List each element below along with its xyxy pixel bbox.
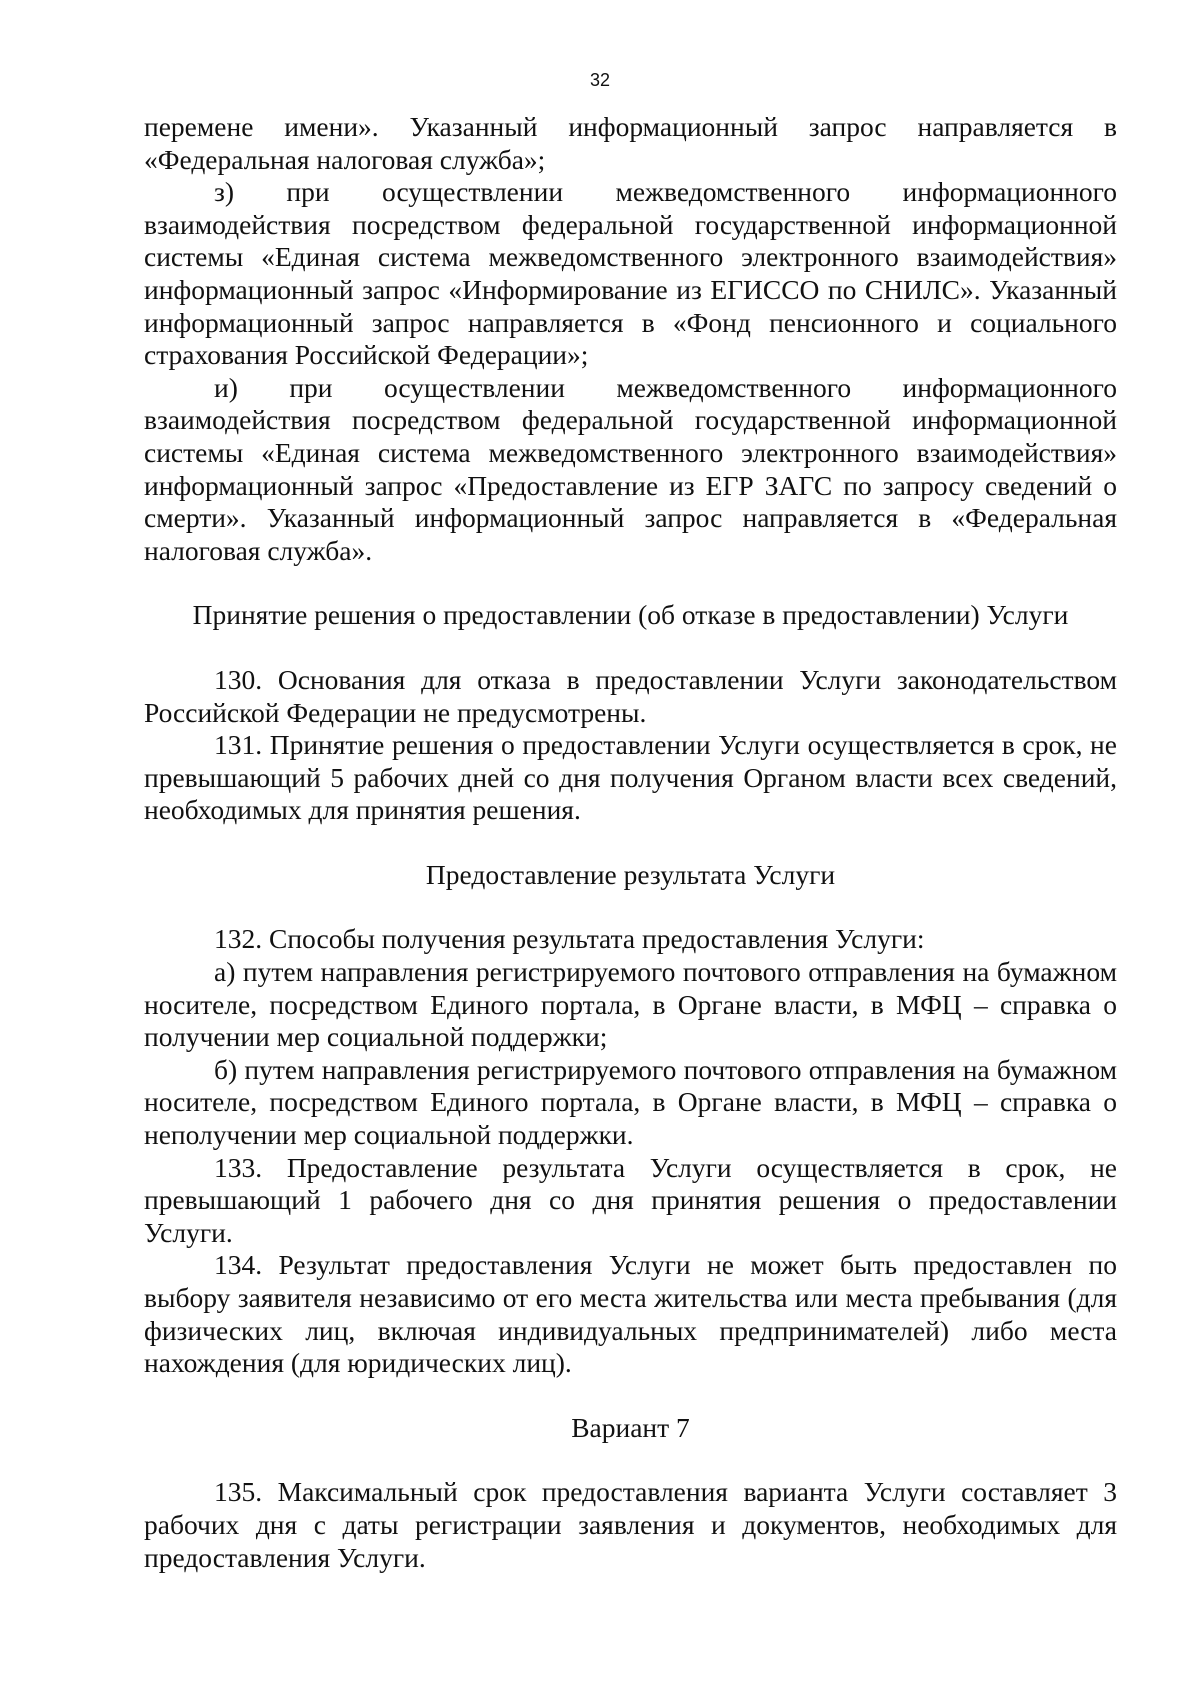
list-item-i: и) при осуществлении межведомственного информационного взаимодействия посредством федеральной государственной информационной системы «Единая система межведомственного электронного взаимодействия» информационный запрос «Предоставление из ЕГР ЗАГС по запросу сведений о смерти». Указанный информационный запрос направляется в «Федеральная налоговая служба». [144, 371, 1117, 566]
list-item-132b: б) путем направления регистрируемого почтового отправления на бумажном носителе, посредством Единого портала, в Органе власти, в МФЦ – справка о неполучении мер социальной поддержки. [144, 1053, 1117, 1151]
paragraph-130: 130. Основания для отказа в предоставлении Услуги законодательством Российской Федерации не предусмотрены. [144, 663, 1117, 728]
paragraph-131: 131. Принятие решения о предоставлении Услуги осуществляется в срок, не превышающий 5 рабочих дней со дня получения Органом власти всех сведений, необходимых для принятия решения. [144, 729, 1117, 826]
list-item-132a: а) путем направления регистрируемого почтового отправления на бумажном носителе, посредством Единого портала, в Органе власти, в МФЦ – справка о получении мер социальной поддержки; [144, 956, 1117, 1053]
section-heading-result: Предоставление результата Услуги [425, 858, 836, 890]
paragraph-132: 132. Способы получения результата предоставления Услуги: [214, 923, 925, 955]
paragraph-continuation: перемене имени». Указанный информационный запрос направляется в «Федеральная налоговая служба»; [144, 111, 1117, 175]
paragraph-135: 135. Максимальный срок предоставления варианта Услуги составляет 3 рабочих дня с даты регистрации заявления и документов, необходимых для предоставления Услуги. [144, 1476, 1117, 1573]
document-body [144, 111, 1117, 1574]
section-heading-decision: Принятие решения о предоставлении (об отказе в предоставлении) Услуги [192, 599, 1069, 631]
paragraph-133: 133. Предоставление результата Услуги осуществляется в срок, не превышающий 1 рабочего дня со дня принятия решения о предоставлении Услуги. [144, 1151, 1117, 1248]
page-number: 32 [589, 70, 611, 90]
paragraph-134: 134. Результат предоставления Услуги не может быть предоставлен по выбору заявителя независимо от его места жительства или места пребывания (для физических лиц, включая индивидуальных предпринимателей) либо места нахождения (для юридических лиц). [144, 1249, 1117, 1379]
list-item-z: з) при осуществлении межведомственного информационного взаимодействия посредством федеральной государственной информационной системы «Единая система межведомственного электронного взаимодействия» информационный запрос «Информирование из ЕГИССО по СНИЛС». Указанный информационный запрос направляется в «Фонд пенсионного и социального страхования Российской Федерации»; [144, 176, 1117, 371]
section-heading-variant: Вариант 7 [571, 1411, 690, 1443]
